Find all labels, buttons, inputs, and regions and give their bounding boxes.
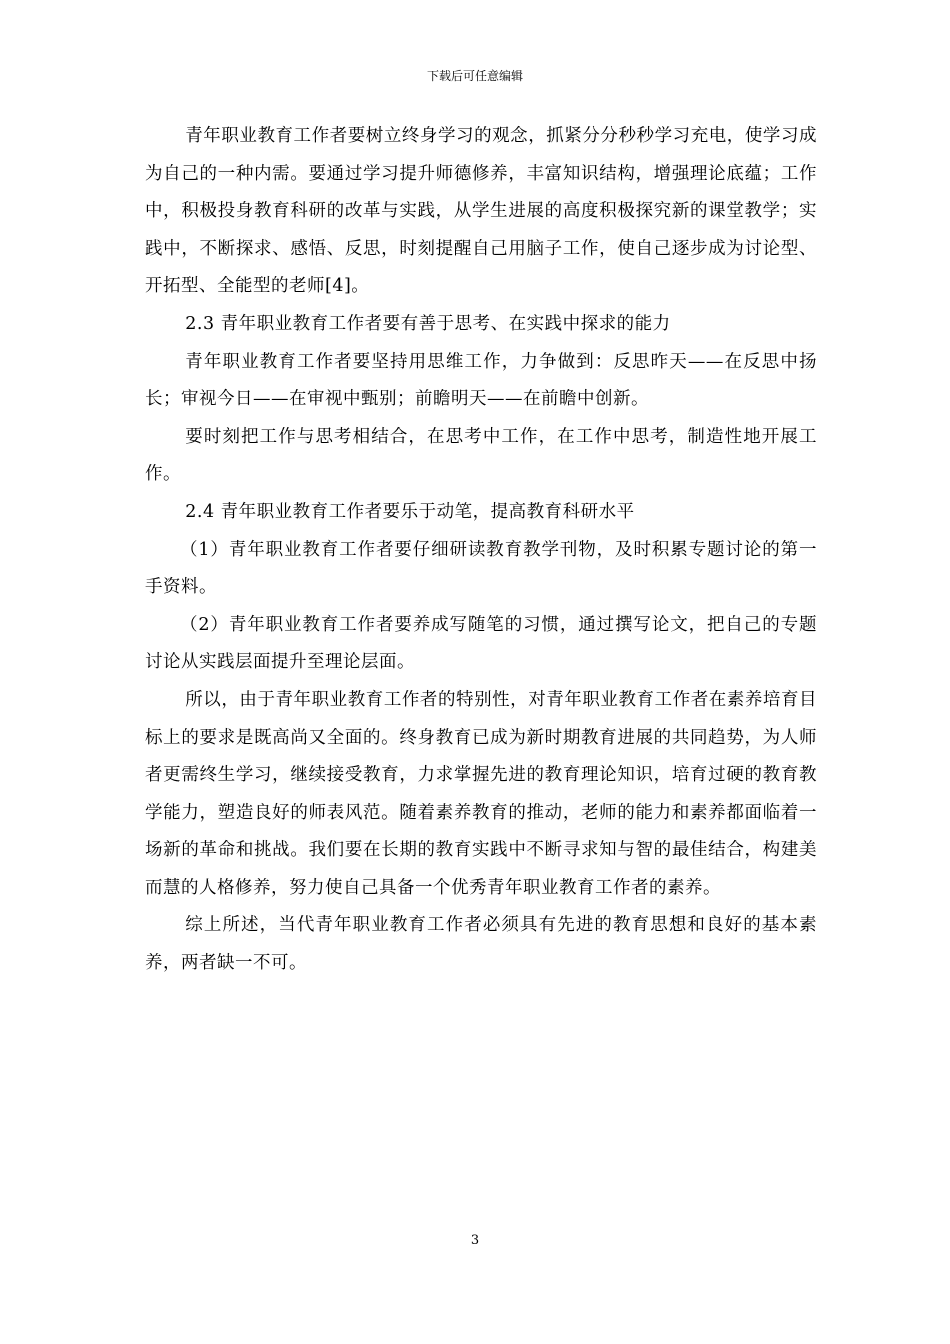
section-heading-2-4: 2.4 青年职业教育工作者要乐于动笔，提高教育科研水平 bbox=[185, 501, 635, 522]
paragraph-lifelong-learning: 青年职业教育工作者要树立终身学习的观念，抓紧分分秒秒学习充电，使学习成为自己的一种内需。要通过学习提升师德修养，丰富知识结构，增强理论底蕴；工作中，积极投身教育科研的改革与实践，从学生进展的高度积极探究新的课堂教学；实践中，不断探求、感悟、反思，时刻提醒自己用脑子工作，使自己逐步成为讨论型、开拓型、全能型的老师[4]。 bbox=[145, 126, 817, 297]
paragraph-conclusion-body: 所以，由于青年职业教育工作者的特别性，对青年职业教育工作者在素养培育目标上的要求是既高尚又全面的。终身教育已成为新时期教育进展的共同趋势，为人师者更需终生学习，继续接受教育，力求掌握先进的教育理论知识，培育过硬的教育教学能力，塑造良好的师表风范。随着素养教育的推动，老师的能力和素养都面临着一场新的革命和挑战。我们要在长期的教育实践中不断寻求知与智的最佳结合，构建美而慧的人格修养，努力使自己具备一个优秀青年职业教育工作者的素养。 bbox=[145, 689, 817, 898]
document-body bbox=[145, 118, 817, 983]
page-header: 下载后可任意编辑 bbox=[426, 69, 523, 83]
list-item-1: （1）青年职业教育工作者要仔细研读教育教学刊物，及时积累专题讨论的第一手资料。 bbox=[145, 539, 817, 598]
section-heading-2-3: 2.3 青年职业教育工作者要有善于思考、在实践中探求的能力 bbox=[185, 313, 671, 334]
paragraph-work-thinking: 要时刻把工作与思考相结合，在思考中工作，在工作中思考，制造性地开展工作。 bbox=[145, 426, 817, 485]
page-number: 3 bbox=[470, 1233, 480, 1248]
list-item-2: （2）青年职业教育工作者要养成写随笔的习惯，通过撰写论文，把自己的专题讨论从实践层面提升至理论层面。 bbox=[145, 614, 817, 673]
paragraph-reflection: 青年职业教育工作者要坚持用思维工作，力争做到：反思昨天——在反思中扬长；审视今日——在审视中甄别；前瞻明天——在前瞻中创新。 bbox=[145, 351, 817, 410]
paragraph-summary: 综上所述，当代青年职业教育工作者必须具有先进的教育思想和良好的基本素养，两者缺一不可。 bbox=[145, 915, 817, 974]
